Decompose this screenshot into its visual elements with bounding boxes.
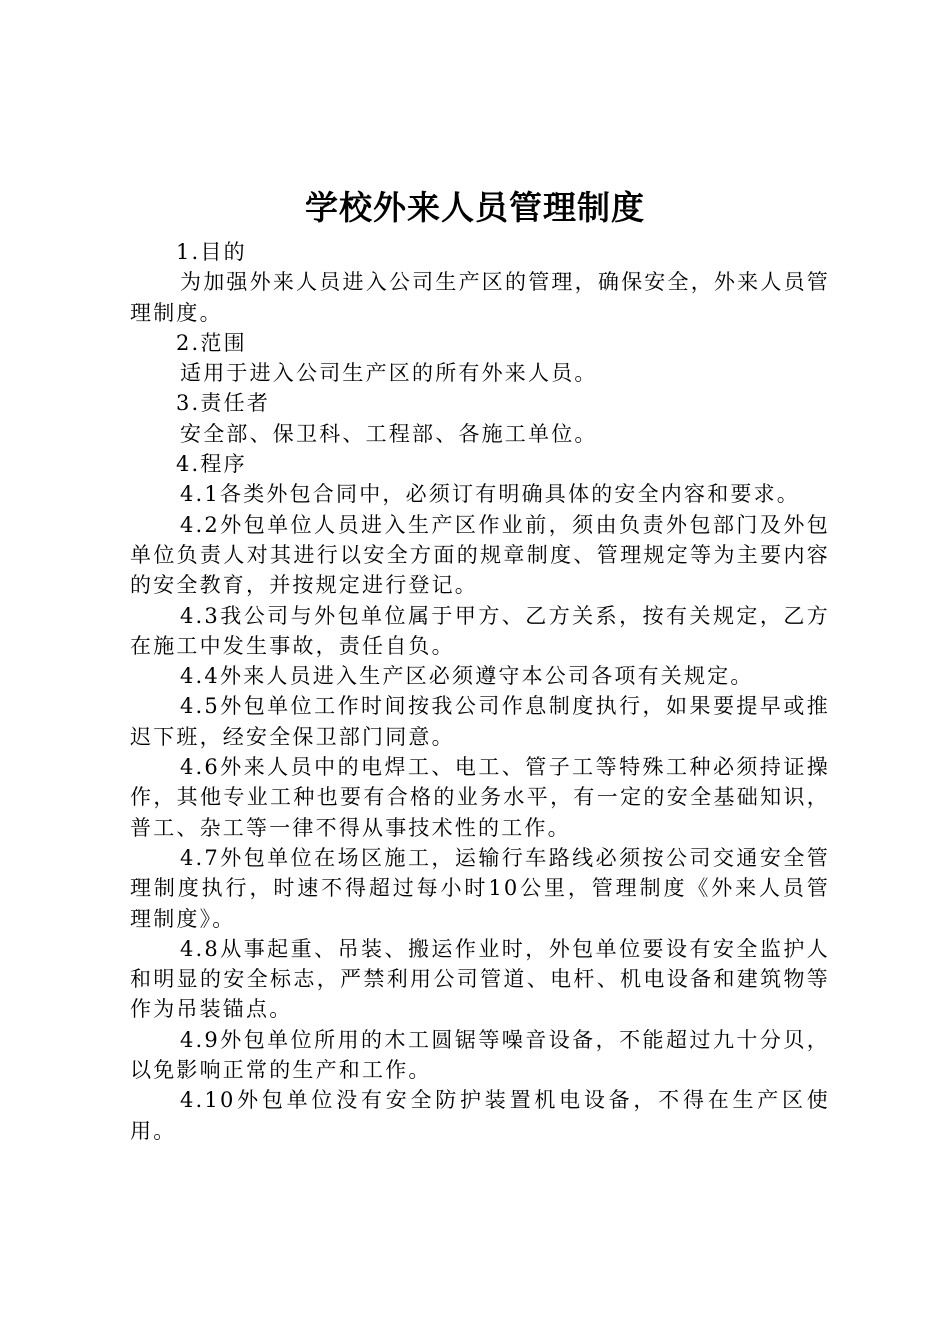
procedure-item-4-1: 4.1各类外包合同中，必须订有明确具体的安全内容和要求。 <box>180 482 800 507</box>
procedure-item-4-7: 4.7外包单位在场区施工，运输行车路线必须按公司交通安全管理制度执行，时速不得超过每小时10公里，管理制度《外来人员管理制度》。 <box>130 845 830 931</box>
paragraph-scope: 适用于进入公司生产区的所有外来人员。 <box>180 361 598 386</box>
section-heading-purpose: 1.目的 <box>176 240 247 264</box>
paragraph-purpose: 为加强外来人员进入公司生产区的管理，确保安全，外来人员管理制度。 <box>130 270 830 325</box>
procedure-item-4-9: 4.9外包单位所用的木工圆锯等噪音设备，不能超过九十分贝，以免影响正常的生产和工作。 <box>130 1027 830 1083</box>
procedure-item-4-10: 4.10外包单位没有安全防护装置机电设备，不得在生产区使用。 <box>130 1088 830 1143</box>
procedure-item-4-2: 4.2外包单位人员进入生产区作业前，须由负责外包部门及外包单位负责人对其进行以安全方面的规章制度、管理规定等为主要内容的安全教育，并按规定进行登记。 <box>130 512 830 598</box>
procedure-item-4-4: 4.4外来人员进入生产区必须遵守本公司各项有关规定。 <box>180 664 754 689</box>
procedure-item-4-8: 4.8从事起重、吊装、搬运作业时，外包单位要设有安全监护人和明显的安全标志，严禁利用公司管道、电杆、机电设备和建筑物等作为吊装锚点。 <box>130 936 830 1022</box>
document-title: 学校外来人员管理制度 <box>305 188 645 227</box>
procedure-item-4-5: 4.5外包单位工作时间按我公司作息制度执行，如果要提早或推迟下班，经安全保卫部门同意。 <box>130 694 830 749</box>
procedure-item-4-3: 4.3我公司与外包单位属于甲方、乙方关系，按有关规定，乙方在施工中发生事故，责任自负。 <box>130 603 830 658</box>
section-heading-procedure: 4.程序 <box>176 452 247 477</box>
document-body <box>130 237 830 1146</box>
section-heading-scope: 2.范围 <box>176 330 247 355</box>
paragraph-responsible: 安全部、保卫科、工程部、各施工单位。 <box>180 421 598 446</box>
section-heading-responsible: 3.责任者 <box>176 391 271 416</box>
procedure-item-4-6: 4.6外来人员中的电焊工、电工、管子工等特殊工种必须持证操作，其他专业工种也要有合格的业务水平，有一定的安全基础知识，普工、杂工等一律不得从事技术性的工作。 <box>130 755 830 840</box>
